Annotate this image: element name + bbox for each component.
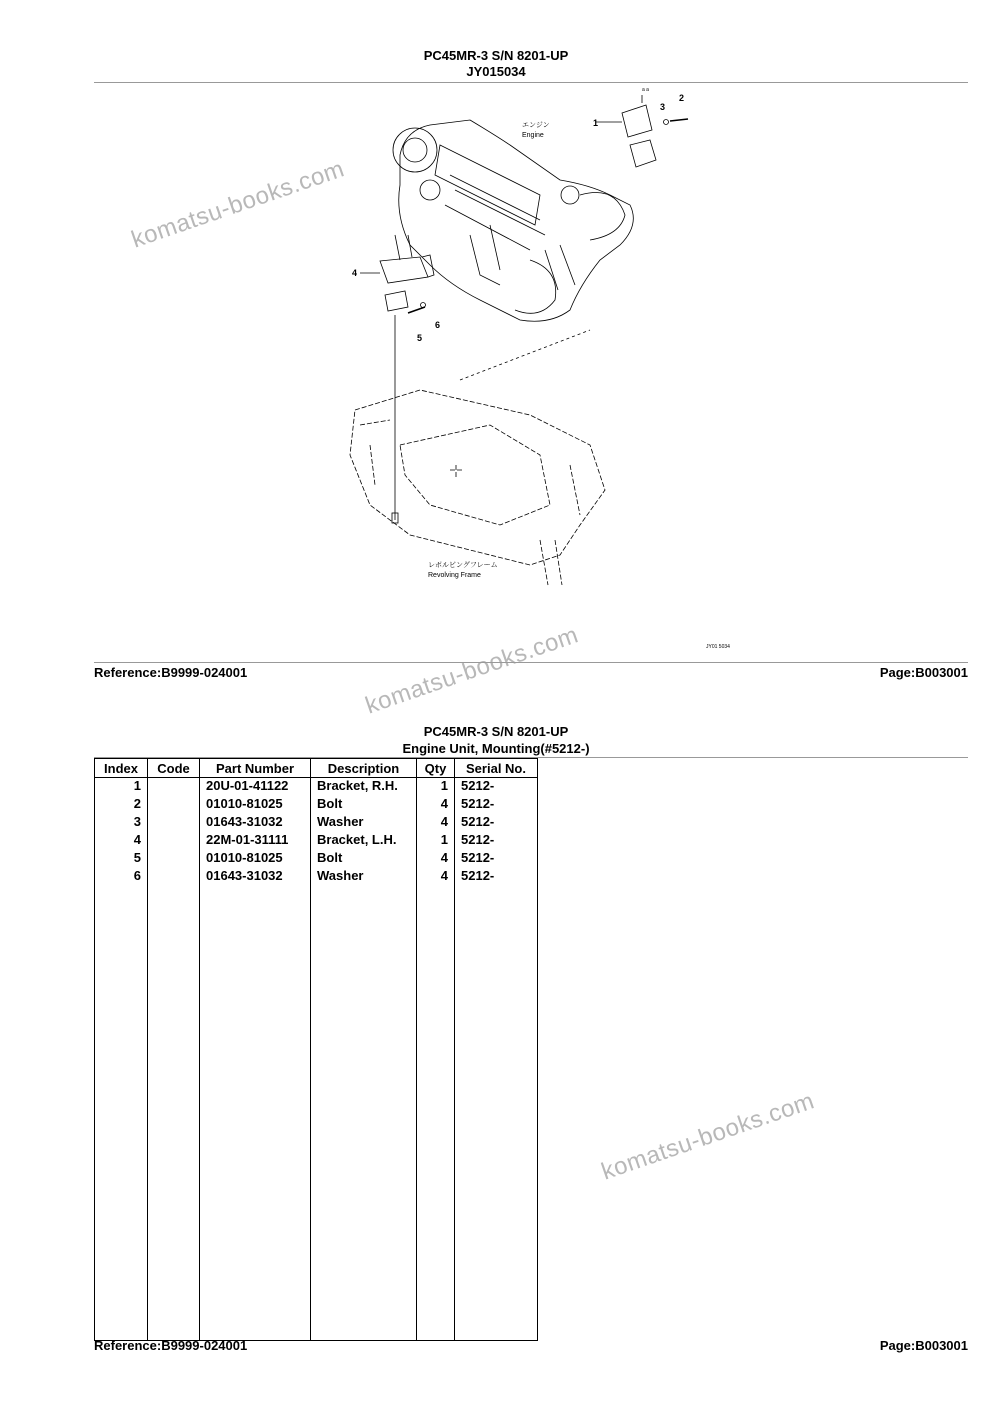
engine-drawing: [393, 120, 633, 321]
table-row: [95, 796, 538, 814]
cell-qty: 4: [417, 868, 455, 886]
cell-code: [148, 832, 200, 850]
parts-subtitle: Engine Unit, Mounting(#5212-): [402, 741, 590, 756]
frame-label-jp: レボルビングフレーム: [428, 562, 498, 569]
cell-description: Washer: [311, 868, 417, 886]
callout-4: 4: [352, 268, 358, 278]
col-index: Index: [95, 759, 148, 778]
cell-code: [148, 850, 200, 868]
cell-part-number: 01643-31032: [200, 868, 311, 886]
reference-label: Reference:B9999-024001: [94, 665, 248, 680]
table-row: [95, 868, 538, 886]
table-row: [95, 832, 538, 850]
cell-description: Bracket, L.H.: [311, 832, 417, 850]
cell-index: 5: [95, 850, 148, 868]
cell-part-number: 01643-31032: [200, 814, 311, 832]
cell-index: 1: [95, 778, 148, 797]
chain-line: [460, 330, 590, 380]
cell-serial: 5212-: [455, 814, 538, 832]
watermark: komatsu-books.com: [128, 155, 348, 254]
cell-qty: 4: [417, 850, 455, 868]
cell-description: Bolt: [311, 796, 417, 814]
cell-part-number: 01010-81025: [200, 850, 311, 868]
cell-part-number: 20U-01-41122: [200, 778, 311, 797]
figure-code: JY015034: [466, 64, 526, 79]
cell-part-number: 22M-01-31111: [200, 832, 311, 850]
parts-title: PC45MR-3 S/N 8201-UP: [423, 724, 569, 739]
cell-qty: 1: [417, 832, 455, 850]
engine-label-en: Engine: [522, 132, 544, 139]
parts-page-label: Page:B003001: [879, 1338, 968, 1353]
callout-5: 5: [417, 333, 423, 343]
cell-part-number: 01010-81025: [200, 796, 311, 814]
cell-code: [148, 868, 200, 886]
callout-2: 2: [679, 93, 685, 103]
parts-table: [94, 758, 538, 1341]
watermark: komatsu-books.com: [598, 1087, 818, 1186]
cell-description: Washer: [311, 814, 417, 832]
col-part-number: Part Number: [200, 759, 311, 778]
cell-description: Bolt: [311, 850, 417, 868]
page-label: Page:B003001: [879, 665, 968, 680]
col-serial: Serial No.: [455, 759, 538, 778]
cell-serial: 5212-: [455, 778, 538, 797]
frame-label-en: Revolving Frame: [428, 572, 481, 579]
table-row: [95, 778, 538, 797]
col-description: Description: [311, 759, 417, 778]
watermark: komatsu-books.com: [362, 621, 582, 720]
cell-qty: 1: [417, 778, 455, 797]
parts-reference-label: Reference:B9999-024001: [94, 1338, 248, 1353]
cell-qty: 4: [417, 814, 455, 832]
engine-label-jp: エンジン: [522, 122, 550, 129]
header-rule: [94, 82, 968, 83]
cell-description: Bracket, R.H.: [311, 778, 417, 797]
cell-index: 4: [95, 832, 148, 850]
callout-1: 1: [593, 118, 599, 128]
cell-serial: 5212-: [455, 868, 538, 886]
exploded-parts-diagram: [330, 85, 760, 655]
figure-footer-rule: [94, 662, 968, 663]
table-filler-row: [95, 886, 538, 1341]
cell-index: 2: [95, 796, 148, 814]
cell-code: [148, 778, 200, 797]
callout-6: 6: [435, 320, 441, 330]
callout-3: 3: [660, 102, 666, 112]
cell-code: [148, 814, 200, 832]
col-code: Code: [148, 759, 200, 778]
table-header-row: [95, 759, 538, 778]
figure-mark: JY01 5034: [706, 644, 730, 650]
cell-index: 6: [95, 868, 148, 886]
col-qty: Qty: [417, 759, 455, 778]
cell-serial: 5212-: [455, 796, 538, 814]
page-title: PC45MR-3 S/N 8201-UP: [423, 48, 569, 63]
cell-qty: 4: [417, 796, 455, 814]
cell-index: 3: [95, 814, 148, 832]
table-row: [95, 850, 538, 868]
revolving-frame-drawing: [350, 390, 605, 585]
cell-code: [148, 796, 200, 814]
cell-serial: 5212-: [455, 850, 538, 868]
table-row: [95, 814, 538, 832]
bracket-lh-drawing: [380, 255, 434, 313]
cell-serial: 5212-: [455, 832, 538, 850]
svg-text:a a: a a: [642, 87, 649, 93]
